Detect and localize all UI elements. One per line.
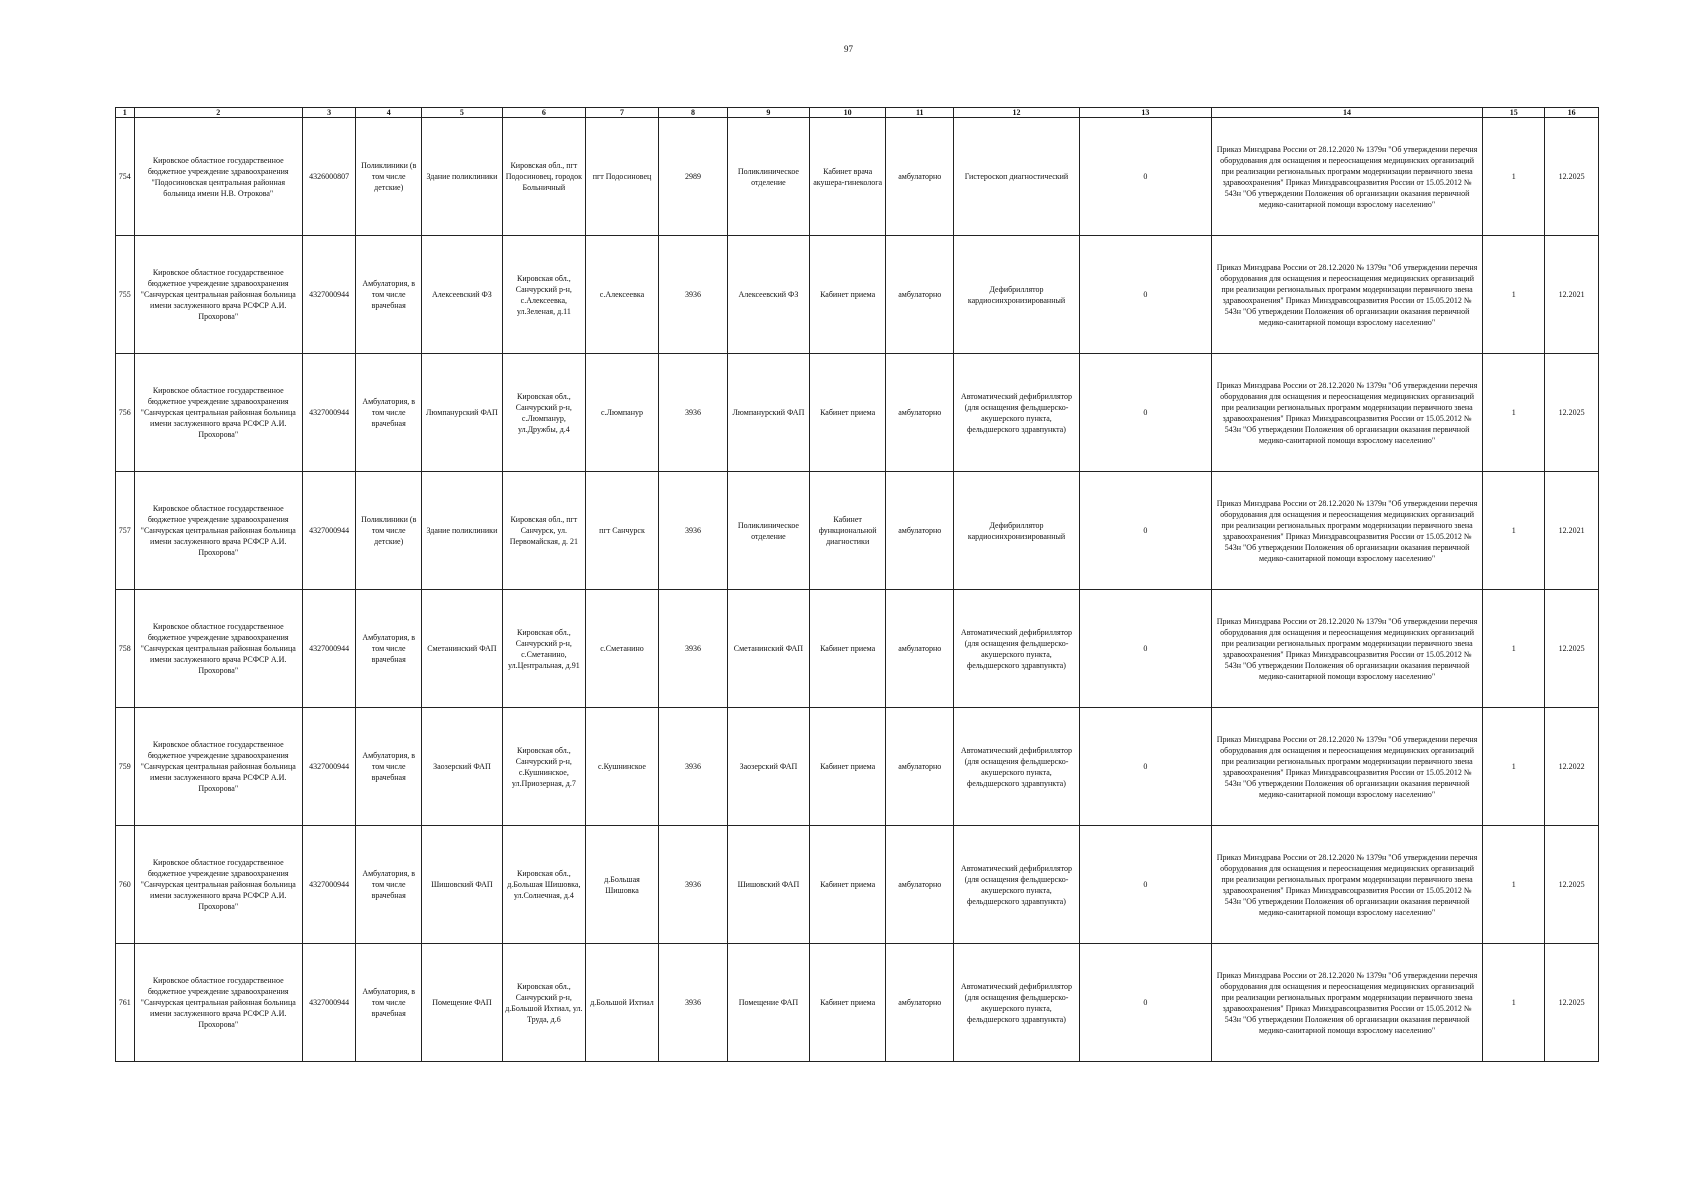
col-header: 14 xyxy=(1212,108,1483,118)
inn: 4327000944 xyxy=(302,826,356,944)
organization-name: Кировское областное государственное бюджетное учреждение здравоохранения "Санчурская центральная районная больница имени заслуженного врача РСФСР А.И. Прохорова" xyxy=(134,236,302,354)
room: Кабинет приема xyxy=(809,826,885,944)
planned-quantity: 1 xyxy=(1483,826,1545,944)
col-header: 13 xyxy=(1079,108,1211,118)
table-row xyxy=(116,118,1599,236)
facility-type: Поликлиники (в том числе детские) xyxy=(356,118,422,236)
current-quantity: 0 xyxy=(1079,590,1211,708)
building: Здание поликлиники xyxy=(421,118,502,236)
care-form: амбулаторно xyxy=(886,472,954,590)
col-header: 9 xyxy=(727,108,809,118)
col-header: 10 xyxy=(809,108,885,118)
row-number: 757 xyxy=(116,472,135,590)
code: 3936 xyxy=(659,826,728,944)
address: Кировская обл., пгт Подосиновец, городок Больничный xyxy=(502,118,585,236)
inn: 4327000944 xyxy=(302,354,356,472)
col-header: 6 xyxy=(502,108,585,118)
current-quantity: 0 xyxy=(1079,118,1211,236)
care-form: амбулаторно xyxy=(886,590,954,708)
building: Заозерский ФАП xyxy=(421,708,502,826)
regulation: Приказ Минздрава России от 28.12.2020 № 1379н "Об утверждении перечня оборудования для оснащения и переоснащения медицинских организаций при реализации региональных программ модернизации первичного звена здравоохранения" Приказ Минздравсоцразвития России от 15.05.2012 № 543н "Об утверждении Положения об организации оказания первичной медико-санитарной помощи взрослому населению" xyxy=(1212,354,1483,472)
col-header: 1 xyxy=(116,108,135,118)
department: Поликлиническое отделение xyxy=(727,118,809,236)
inn: 4327000944 xyxy=(302,236,356,354)
row-number: 759 xyxy=(116,708,135,826)
col-header: 7 xyxy=(585,108,658,118)
room: Кабинет приема xyxy=(809,354,885,472)
col-header: 11 xyxy=(886,108,954,118)
building: Шишовский ФАП xyxy=(421,826,502,944)
organization-name: Кировское областное государственное бюджетное учреждение здравоохранения "Санчурская центральная районная больница имени заслуженного врача РСФСР А.И. Прохорова" xyxy=(134,590,302,708)
planned-quantity: 1 xyxy=(1483,590,1545,708)
room: Кабинет приема xyxy=(809,708,885,826)
building: Алексеевский ФЗ xyxy=(421,236,502,354)
inn: 4327000944 xyxy=(302,590,356,708)
address: Кировская обл., Санчурский р-н, с.Алексеевка, ул.Зеленая, д.11 xyxy=(502,236,585,354)
code: 3936 xyxy=(659,236,728,354)
table-row xyxy=(116,236,1599,354)
deadline: 12.2025 xyxy=(1545,590,1599,708)
regulation: Приказ Минздрава России от 28.12.2020 № 1379н "Об утверждении перечня оборудования для оснащения и переоснащения медицинских организаций при реализации региональных программ модернизации первичного звена здравоохранения" Приказ Минздравсоцразвития России от 15.05.2012 № 543н "Об утверждении Положения об организации оказания первичной медико-санитарной помощи взрослому населению" xyxy=(1212,472,1483,590)
regulation: Приказ Минздрава России от 28.12.2020 № 1379н "Об утверждении перечня оборудования для оснащения и переоснащения медицинских организаций при реализации региональных программ модернизации первичного звена здравоохранения" Приказ Минздравсоцразвития России от 15.05.2012 № 543н "Об утверждении Положения об организации оказания первичной медико-санитарной помощи взрослому населению" xyxy=(1212,708,1483,826)
row-number: 756 xyxy=(116,354,135,472)
col-header: 2 xyxy=(134,108,302,118)
planned-quantity: 1 xyxy=(1483,944,1545,1062)
department: Шишовский ФАП xyxy=(727,826,809,944)
col-header: 16 xyxy=(1545,108,1599,118)
equipment: Автоматический дефибриллятор (для оснащения фельдшерско-акушерского пункта, фельдшерского здравпункта) xyxy=(954,354,1080,472)
table-row xyxy=(116,708,1599,826)
facility-type: Амбулатория, в том числе врачебная xyxy=(356,826,422,944)
planned-quantity: 1 xyxy=(1483,236,1545,354)
regulation: Приказ Минздрава России от 28.12.2020 № 1379н "Об утверждении перечня оборудования для оснащения и переоснащения медицинских организаций при реализации региональных программ модернизации первичного звена здравоохранения" Приказ Минздравсоцразвития России от 15.05.2012 № 543н "Об утверждении Положения об организации оказания первичной медико-санитарной помощи взрослому населению" xyxy=(1212,118,1483,236)
address: Кировская обл., Санчурский р-н, с.Люмпанур, ул.Дружбы, д.4 xyxy=(502,354,585,472)
col-header: 15 xyxy=(1483,108,1545,118)
facility-type: Амбулатория, в том числе врачебная xyxy=(356,944,422,1062)
organization-name: Кировское областное государственное бюджетное учреждение здравоохранения "Санчурская центральная районная больница имени заслуженного врача РСФСР А.И. Прохорова" xyxy=(134,708,302,826)
address: Кировская обл., Санчурский р-н, д.Большой Ихтиал, ул. Труда, д.6 xyxy=(502,944,585,1062)
settlement: пгт Санчурск xyxy=(585,472,658,590)
table-row xyxy=(116,354,1599,472)
col-header: 3 xyxy=(302,108,356,118)
deadline: 12.2021 xyxy=(1545,472,1599,590)
deadline: 12.2025 xyxy=(1545,944,1599,1062)
equipment: Дефибриллятор кардиосинхронизированный xyxy=(954,236,1080,354)
address: Кировская обл., пгт Санчурск, ул. Первомайская, д. 21 xyxy=(502,472,585,590)
organization-name: Кировское областное государственное бюджетное учреждение здравоохранения "Подосиновская центральная районная больница имени Н.В. Отрокова" xyxy=(134,118,302,236)
regulation: Приказ Минздрава России от 28.12.2020 № 1379н "Об утверждении перечня оборудования для оснащения и переоснащения медицинских организаций при реализации региональных программ модернизации первичного звена здравоохранения" Приказ Минздравсоцразвития России от 15.05.2012 № 543н "Об утверждении Положения об организации оказания первичной медико-санитарной помощи взрослому населению" xyxy=(1212,944,1483,1062)
row-number: 754 xyxy=(116,118,135,236)
room: Кабинет функциональной диагностики xyxy=(809,472,885,590)
inn: 4326000807 xyxy=(302,118,356,236)
row-number: 761 xyxy=(116,944,135,1062)
facility-type: Амбулатория, в том числе врачебная xyxy=(356,236,422,354)
col-header: 4 xyxy=(356,108,422,118)
care-form: амбулаторно xyxy=(886,354,954,472)
code: 2989 xyxy=(659,118,728,236)
current-quantity: 0 xyxy=(1079,708,1211,826)
address: Кировская обл., Санчурский р-н, с.Кушнинское, ул.Приозерная, д.7 xyxy=(502,708,585,826)
col-header: 8 xyxy=(659,108,728,118)
col-header: 5 xyxy=(421,108,502,118)
planned-quantity: 1 xyxy=(1483,118,1545,236)
current-quantity: 0 xyxy=(1079,236,1211,354)
settlement: с.Алексеевка xyxy=(585,236,658,354)
planned-quantity: 1 xyxy=(1483,708,1545,826)
current-quantity: 0 xyxy=(1079,472,1211,590)
table-row xyxy=(116,590,1599,708)
room: Кабинет приема xyxy=(809,944,885,1062)
care-form: амбулаторно xyxy=(886,236,954,354)
current-quantity: 0 xyxy=(1079,354,1211,472)
code: 3936 xyxy=(659,472,728,590)
equipment: Автоматический дефибриллятор (для оснащения фельдшерско-акушерского пункта, фельдшерского здравпункта) xyxy=(954,590,1080,708)
facility-type: Амбулатория, в том числе врачебная xyxy=(356,590,422,708)
care-form: амбулаторно xyxy=(886,708,954,826)
code: 3936 xyxy=(659,944,728,1062)
settlement: д.Большой Ихтиал xyxy=(585,944,658,1062)
row-number: 760 xyxy=(116,826,135,944)
organization-name: Кировское областное государственное бюджетное учреждение здравоохранения "Санчурская центральная районная больница имени заслуженного врача РСФСР А.И. Прохорова" xyxy=(134,944,302,1062)
row-number: 755 xyxy=(116,236,135,354)
settlement: д.Большая Шишовка xyxy=(585,826,658,944)
address: Кировская обл., д.Большая Шишовка, ул.Солнечная, д.4 xyxy=(502,826,585,944)
facility-type: Поликлиники (в том числе детские) xyxy=(356,472,422,590)
department: Люмпанурский ФАП xyxy=(727,354,809,472)
building: Помещение ФАП xyxy=(421,944,502,1062)
settlement: с.Люмпанур xyxy=(585,354,658,472)
care-form: амбулаторно xyxy=(886,826,954,944)
care-form: амбулаторно xyxy=(886,944,954,1062)
building: Сметанинский ФАП xyxy=(421,590,502,708)
address: Кировская обл., Санчурский р-н, с.Сметанино, ул.Центральная, д.91 xyxy=(502,590,585,708)
deadline: 12.2025 xyxy=(1545,826,1599,944)
building: Люмпанурский ФАП xyxy=(421,354,502,472)
organization-name: Кировское областное государственное бюджетное учреждение здравоохранения "Санчурская центральная районная больница имени заслуженного врача РСФСР А.И. Прохорова" xyxy=(134,354,302,472)
column-number-row xyxy=(116,108,1599,118)
table-row xyxy=(116,944,1599,1062)
code: 3936 xyxy=(659,708,728,826)
settlement: с.Сметанино xyxy=(585,590,658,708)
equipment: Гистероскоп диагностический xyxy=(954,118,1080,236)
room: Кабинет врача акушера-гинеколога xyxy=(809,118,885,236)
organization-name: Кировское областное государственное бюджетное учреждение здравоохранения "Санчурская центральная районная больница имени заслуженного врача РСФСР А.И. Прохорова" xyxy=(134,472,302,590)
col-header: 12 xyxy=(954,108,1080,118)
deadline: 12.2025 xyxy=(1545,354,1599,472)
settlement: пгт Подосиновец xyxy=(585,118,658,236)
code: 3936 xyxy=(659,590,728,708)
planned-quantity: 1 xyxy=(1483,354,1545,472)
current-quantity: 0 xyxy=(1079,826,1211,944)
department: Алексеевский ФЗ xyxy=(727,236,809,354)
facility-type: Амбулатория, в том числе врачебная xyxy=(356,708,422,826)
page-number: 97 xyxy=(844,44,853,54)
deadline: 12.2022 xyxy=(1545,708,1599,826)
deadline: 12.2025 xyxy=(1545,118,1599,236)
regulation: Приказ Минздрава России от 28.12.2020 № 1379н "Об утверждении перечня оборудования для оснащения и переоснащения медицинских организаций при реализации региональных программ модернизации первичного звена здравоохранения" Приказ Минздравсоцразвития России от 15.05.2012 № 543н "Об утверждении Положения об организации оказания первичной медико-санитарной помощи взрослому населению" xyxy=(1212,236,1483,354)
equipment: Автоматический дефибриллятор (для оснащения фельдшерско-акушерского пункта, фельдшерского здравпункта) xyxy=(954,944,1080,1062)
department: Помещение ФАП xyxy=(727,944,809,1062)
equipment: Автоматический дефибриллятор (для оснащения фельдшерско-акушерского пункта, фельдшерского здравпункта) xyxy=(954,826,1080,944)
regulation: Приказ Минздрава России от 28.12.2020 № 1379н "Об утверждении перечня оборудования для оснащения и переоснащения медицинских организаций при реализации региональных программ модернизации первичного звена здравоохранения" Приказ Минздравсоцразвития России от 15.05.2012 № 543н "Об утверждении Положения об организации оказания первичной медико-санитарной помощи взрослому населению" xyxy=(1212,826,1483,944)
settlement: с.Кушнинское xyxy=(585,708,658,826)
facility-type: Амбулатория, в том числе врачебная xyxy=(356,354,422,472)
department: Поликлиническое отделение xyxy=(727,472,809,590)
inn: 4327000944 xyxy=(302,472,356,590)
planned-quantity: 1 xyxy=(1483,472,1545,590)
table-row xyxy=(116,826,1599,944)
department: Сметанинский ФАП xyxy=(727,590,809,708)
current-quantity: 0 xyxy=(1079,944,1211,1062)
equipment-table xyxy=(115,107,1599,1062)
room: Кабинет приема xyxy=(809,236,885,354)
equipment: Дефибриллятор кардиосинхронизированный xyxy=(954,472,1080,590)
code: 3936 xyxy=(659,354,728,472)
building: Здание поликлиники xyxy=(421,472,502,590)
department: Заозерский ФАП xyxy=(727,708,809,826)
regulation: Приказ Минздрава России от 28.12.2020 № 1379н "Об утверждении перечня оборудования для оснащения и переоснащения медицинских организаций при реализации региональных программ модернизации первичного звена здравоохранения" Приказ Минздравсоцразвития России от 15.05.2012 № 543н "Об утверждении Положения об организации оказания первичной медико-санитарной помощи взрослому населению" xyxy=(1212,590,1483,708)
inn: 4327000944 xyxy=(302,708,356,826)
organization-name: Кировское областное государственное бюджетное учреждение здравоохранения "Санчурская центральная районная больница имени заслуженного врача РСФСР А.И. Прохорова" xyxy=(134,826,302,944)
deadline: 12.2021 xyxy=(1545,236,1599,354)
equipment: Автоматический дефибриллятор (для оснащения фельдшерско-акушерского пункта, фельдшерского здравпункта) xyxy=(954,708,1080,826)
care-form: амбулаторно xyxy=(886,118,954,236)
table-row xyxy=(116,472,1599,590)
row-number: 758 xyxy=(116,590,135,708)
inn: 4327000944 xyxy=(302,944,356,1062)
room: Кабинет приема xyxy=(809,590,885,708)
